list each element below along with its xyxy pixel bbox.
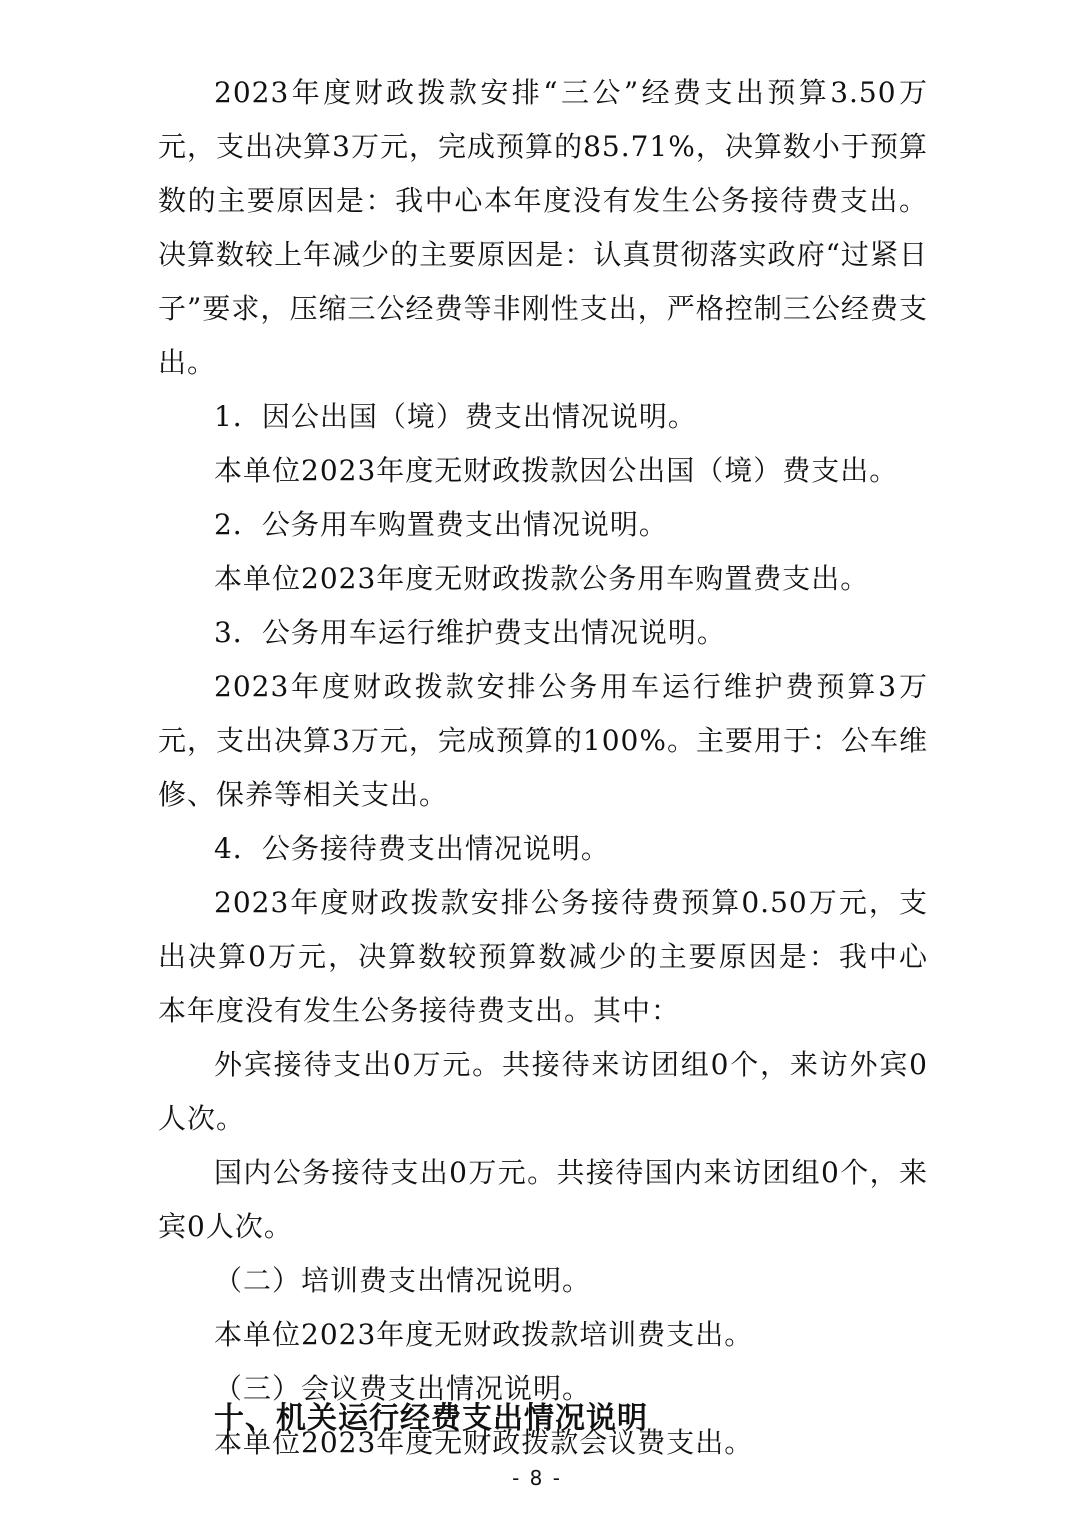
paragraph-meeting: 本单位2023年度无财政拨款会议费支出。 (214, 1426, 754, 1459)
item-heading-vehicle-purchase: 2．公务用车购置费支出情况说明。 (214, 508, 668, 541)
item-heading-training: （二）培训费支出情况说明。 (214, 1264, 592, 1297)
page-number: - 8 - (512, 1466, 562, 1490)
item-heading-overseas: 1．因公出国（境）费支出情况说明。 (214, 400, 697, 433)
paragraph-vehicle-purchase: 本单位2023年度无财政拨款公务用车购置费支出。 (214, 562, 870, 595)
paragraph-vehicle-operation: 2023年度财政拨款安排公务用车运行维护费预算3万元，支出决算3万元，完成预算的100%。主要用于：公车维修、保养等相关支出。 (158, 670, 928, 811)
body-text (158, 66, 928, 1470)
paragraph-foreign-reception: 外宾接待支出0万元。共接待来访团组0个，来访外宾0人次。 (158, 1048, 928, 1135)
item-heading-reception: 4．公务接待费支出情况说明。 (214, 832, 610, 865)
item-heading-vehicle-operation: 3．公务用车运行维护费支出情况说明。 (214, 616, 726, 649)
paragraph-overseas: 本单位2023年度无财政拨款因公出国（境）费支出。 (214, 454, 899, 487)
item-heading-meeting: （三）会议费支出情况说明。 (214, 1372, 592, 1405)
paragraph-domestic-reception: 国内公务接待支出0万元。共接待国内来访团组0个，来宾0人次。 (158, 1156, 928, 1243)
section-heading: 十、机关运行经费支出情况说明 (214, 1401, 648, 1436)
paragraph-training: 本单位2023年度无财政拨款培训费支出。 (214, 1318, 754, 1351)
paragraph-three-public-summary: 2023年度财政拨款安排“三公”经费支出预算3.50万元，支出决算3万元，完成预算的85.71%，决算数小于预算数的主要原因是：我中心本年度没有发生公务接待费支出。决算数较上年减少的主要原因是：认真贯彻落实政府“过紧日子”要求，压缩三公经费等非刚性支出，严格控制三公经费支出。 (158, 76, 928, 379)
paragraph-reception: 2023年度财政拨款安排公务接待费预算0.50万元，支出决算0万元，决算数较预算数减少的主要原因是：我中心本年度没有发生公务接待费支出。其中： (158, 886, 928, 1027)
